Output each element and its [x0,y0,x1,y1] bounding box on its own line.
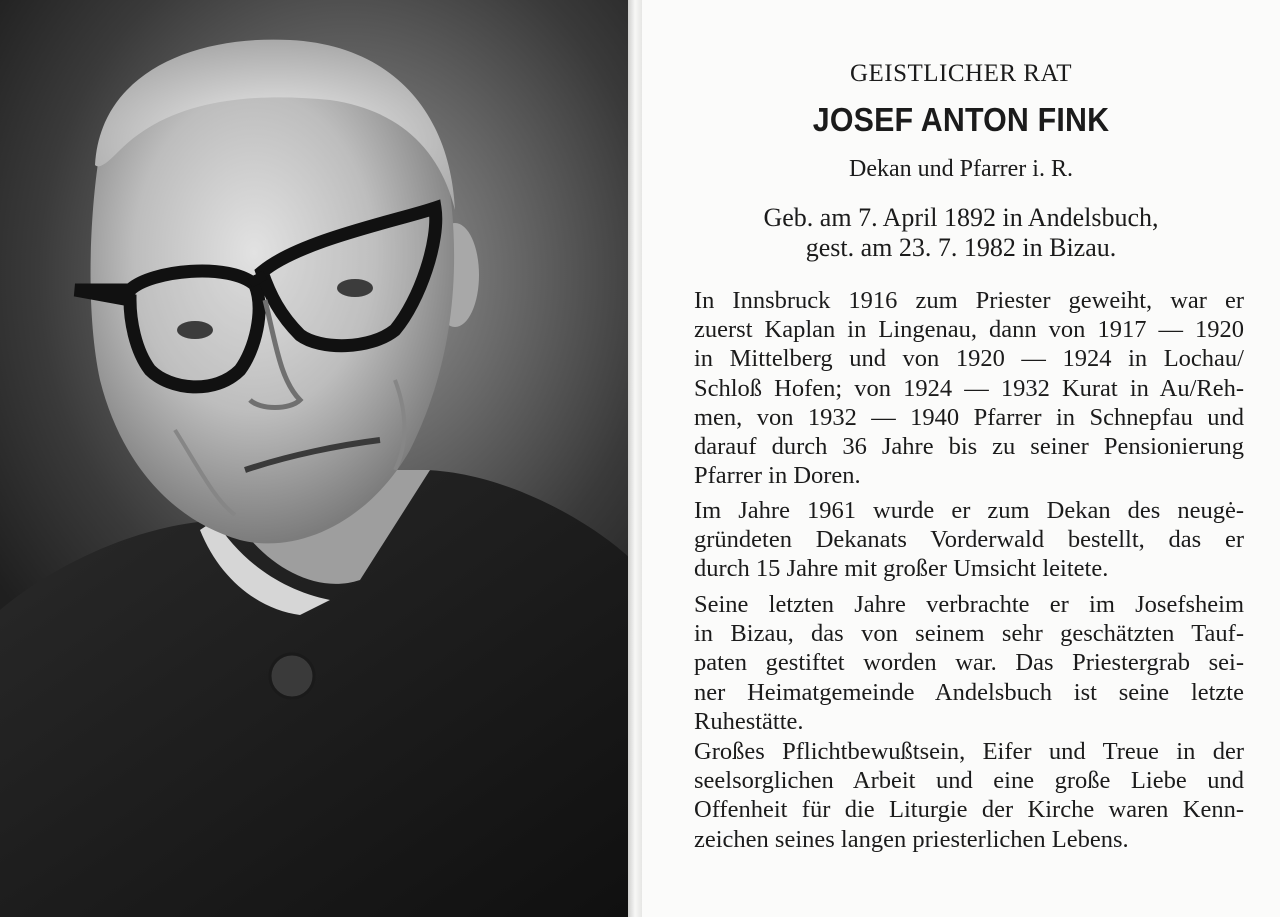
last-years-paragraph [694,590,1244,736]
paragraph-line: Seine letzten Jahre verbrachte er im Josefsheim [694,591,1244,618]
paragraph-line: Schloß Hofen; von 1924 — 1932 Kurat in Au/Reh- [694,374,1244,402]
portrait-photo [0,0,632,917]
paragraph-line: Ruhestätte. [694,707,804,735]
birth-line: Geb. am 7. April 1892 in Andelsbuch, [763,203,1159,232]
portrait-drawing [0,0,632,917]
card-fold [628,0,642,917]
paragraph-line: men, von 1932 — 1940 Pfarrer in Schnepfau und [694,403,1244,431]
obituary-text-panel [642,0,1280,917]
paragraph-line: paten gestiftet worden war. Das Priestergrab sei- [694,649,1244,677]
paragraph-line: in Bizau, das von seinem sehr geschätzten Tauf- [694,620,1244,648]
honorific-title: GEISTLICHER RAT [849,60,1073,87]
paragraph-line: Großes Pflichtbewußtsein, Eifer und Treue in der [694,738,1244,765]
paragraph-line: ner Heimatgemeinde Andelsbuch ist seine letzte [694,678,1244,706]
role-title: Dekan und Pfarrer i. R. [849,156,1073,182]
paragraph-line: durch 15 Jahre mit großer Umsicht leitete. [694,555,1109,583]
paragraph-line: darauf durch 36 Jahre bis zu seiner Pensionierung [694,433,1244,461]
paragraph-line: gründeten Dekanats Vorderwald bestellt, das er [694,526,1244,554]
paragraph-line: Im Jahre 1961 wurde er zum Dekan des neugė- [694,497,1244,524]
biography-paragraph [694,286,1244,490]
paragraph-line: Pfarrer in Doren. [694,462,861,490]
paragraph-line: in Mittelberg und von 1920 — 1924 in Lochau/ [694,345,1244,373]
dean-paragraph [694,496,1244,584]
paragraph-line: zuerst Kaplan in Lingenau, dann von 1917 — 1920 [694,316,1244,344]
paragraph-line: Offenheit für die Liturgie der Kirche waren Kenn- [694,796,1244,824]
paragraph-line: zeichen seines langen priesterlichen Lebens. [694,825,1129,853]
death-line: gest. am 23. 7. 1982 in Bizau. [805,233,1117,262]
paragraph-line: In Innsbruck 1916 zum Priester geweiht, war er [694,287,1244,314]
tribute-paragraph [694,737,1244,854]
paragraph-line: seelsorglichen Arbeit und eine große Liebe und [694,767,1244,795]
deceased-name: JOSEF ANTON FINK [812,101,1110,138]
